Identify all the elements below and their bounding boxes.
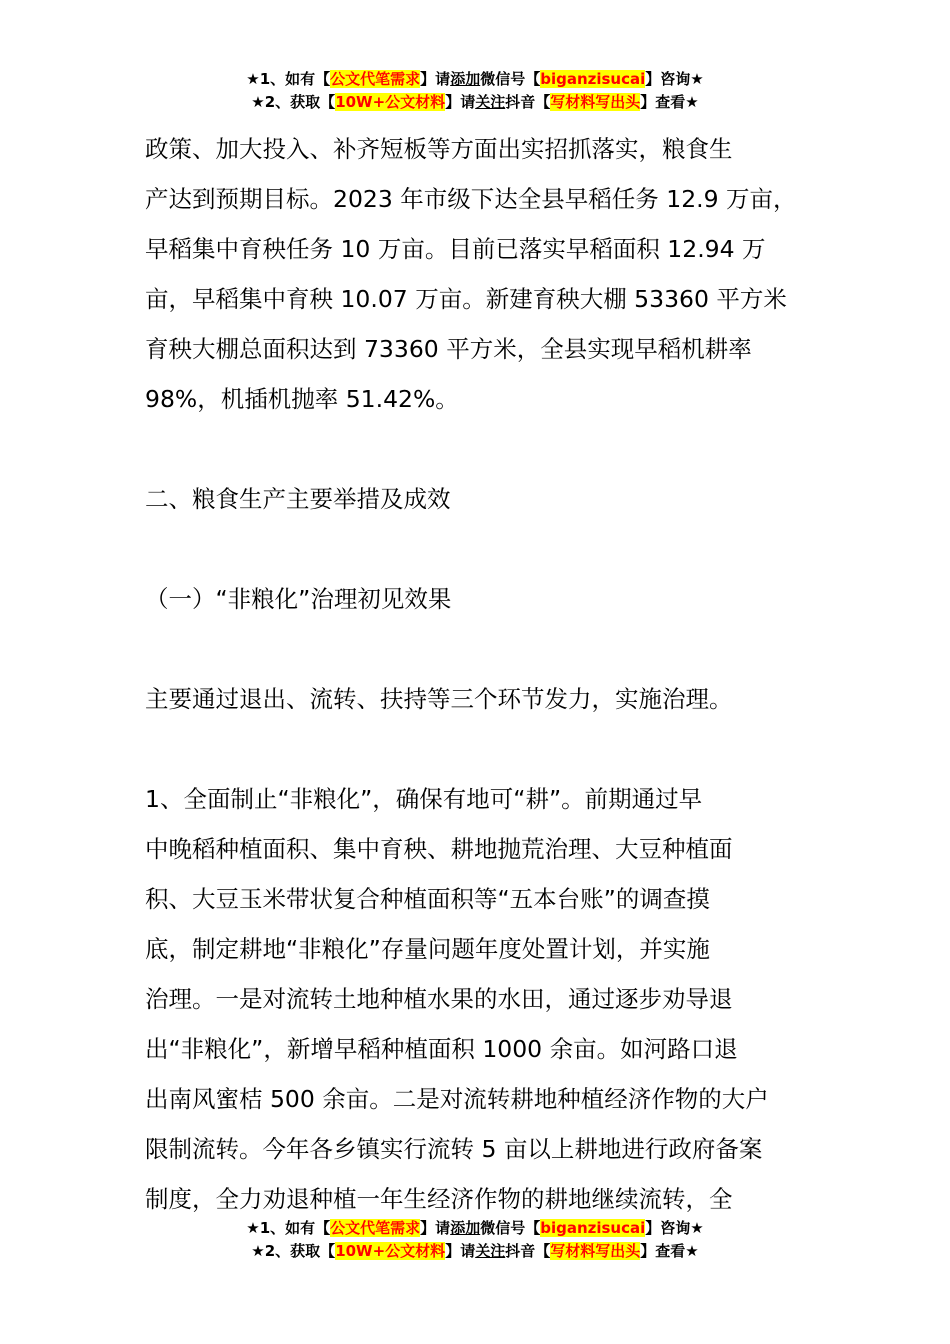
banner-text: 】咨询★ <box>645 1219 704 1237</box>
banner-line-2 <box>0 91 950 114</box>
banner-text: 】请 <box>445 93 476 111</box>
highlight-text: 10W+公文材料 <box>335 1242 446 1260</box>
highlight-text: 公文代笔需求 <box>330 1219 421 1237</box>
banner-text: ★1、如有【 <box>246 1219 331 1237</box>
section-heading: 二、粮食生产主要举措及成效 <box>145 485 451 513</box>
banner-line-1 <box>0 68 950 91</box>
banner-text: 】请 <box>420 70 451 88</box>
text-line: 治理。一是对流转土地种植水果的水田，通过逐步劝导退 <box>145 985 733 1013</box>
highlight-text: 10W+公文材料 <box>335 93 446 111</box>
text-line: 育秧大棚总面积达到 73360 平方米，全县实现早稻机耕率 <box>145 335 752 363</box>
banner-text: 】查看★ <box>640 1242 699 1260</box>
banner-text: 抖音【 <box>505 93 551 111</box>
subsection-heading: （一）“非粮化”治理初见效果 <box>145 585 452 613</box>
paragraph-summary <box>145 124 845 424</box>
banner-text: 】咨询★ <box>645 70 704 88</box>
highlight-text: 公文代笔需求 <box>330 70 421 88</box>
text-line: 底，制定耕地“非粮化”存量问题年度处置计划，并实施 <box>145 935 710 963</box>
text-line: 积、大豆玉米带状复合种植面积等“五本台账”的调查摸 <box>145 885 710 913</box>
banner-text: ★1、如有【 <box>246 70 331 88</box>
banner-text: 】查看★ <box>640 93 699 111</box>
banner-text: 微信号【 <box>480 1219 541 1237</box>
header-banner <box>0 68 950 114</box>
banner-text: 抖音【 <box>505 1242 551 1260</box>
footer-banner <box>0 1217 950 1263</box>
underlined-text: 关注 <box>475 1242 506 1260</box>
document-body <box>145 124 845 1224</box>
highlight-text: 写材料写出头 <box>550 1242 641 1260</box>
text-line: 出“非粮化”，新增早稻种植面积 1000 余亩。如河路口退 <box>145 1035 738 1063</box>
underlined-text: 添加 <box>450 70 481 88</box>
text-line: 政策、加大投入、补齐短板等方面出实招抓落实，粮食生 <box>145 135 733 163</box>
intro-paragraph: 主要通过退出、流转、扶持等三个环节发力，实施治理。 <box>145 685 733 713</box>
banner-text: 】请 <box>420 1219 451 1237</box>
banner-line-2 <box>0 1240 950 1263</box>
highlight-text: biganzisucai <box>540 1219 646 1237</box>
text-line: 1、全面制止“非粮化”，确保有地可“耕”。前期通过早 <box>145 785 703 813</box>
banner-text: 微信号【 <box>480 70 541 88</box>
banner-line-1 <box>0 1217 950 1240</box>
banner-text: ★2、获取【 <box>251 1242 336 1260</box>
text-line: 亩，早稻集中育秧 10.07 万亩。新建育秧大棚 53360 平方米 <box>145 285 787 313</box>
text-line: 早稻集中育秧任务 10 万亩。目前已落实早稻面积 12.94 万 <box>145 235 766 263</box>
underlined-text: 添加 <box>450 1219 481 1237</box>
text-line: 98%，机插机抛率 51.42%。 <box>145 385 459 413</box>
highlight-text: biganzisucai <box>540 70 646 88</box>
banner-text: 】请 <box>445 1242 476 1260</box>
paragraph-measures <box>145 774 845 1224</box>
text-line: 中晚稻种植面积、集中育秧、耕地抛荒治理、大豆种植面 <box>145 835 733 863</box>
highlight-text: 写材料写出头 <box>550 93 641 111</box>
text-line: 产达到预期目标。2023 年市级下达全县早稻任务 12.9 万亩， <box>145 185 797 213</box>
banner-text: ★2、获取【 <box>251 93 336 111</box>
text-line: 出南风蜜桔 500 余亩。二是对流转耕地种植经济作物的大户 <box>145 1085 769 1113</box>
underlined-text: 关注 <box>475 93 506 111</box>
text-line: 限制流转。今年各乡镇实行流转 5 亩以上耕地进行政府备案 <box>145 1135 763 1163</box>
text-line: 制度，全力劝退种植一年生经济作物的耕地继续流转，全 <box>145 1185 733 1213</box>
